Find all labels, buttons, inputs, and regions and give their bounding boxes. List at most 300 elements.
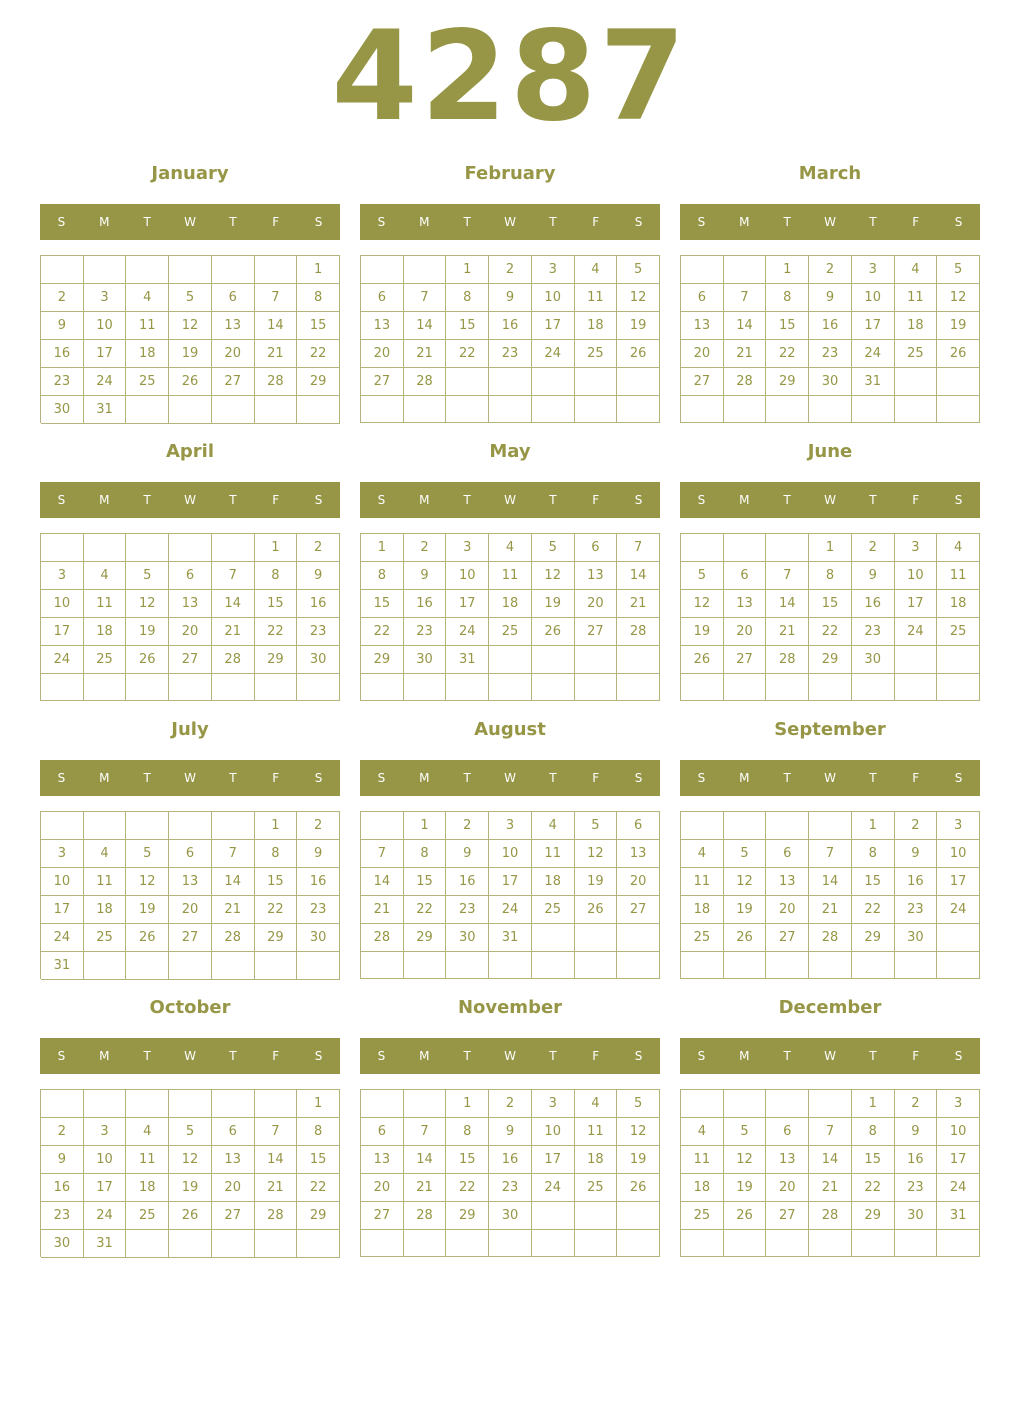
day-cell: 26 — [724, 1202, 767, 1230]
day-cell: 15 — [852, 868, 895, 896]
empty-cell — [361, 952, 404, 979]
day-grid — [360, 1089, 660, 1257]
weekday-label: S — [57, 771, 66, 785]
day-cell: 12 — [724, 1146, 767, 1174]
weekday-label: W — [184, 215, 196, 229]
day-cell: 11 — [84, 590, 127, 618]
day-cell: 7 — [404, 1118, 447, 1146]
day-cell: 21 — [724, 340, 767, 368]
day-grid — [40, 533, 340, 701]
day-cell: 3 — [532, 1090, 575, 1118]
day-cell: 8 — [255, 840, 298, 868]
day-cell: 23 — [809, 340, 852, 368]
empty-cell — [532, 924, 575, 952]
day-cell: 21 — [404, 340, 447, 368]
day-cell: 31 — [489, 924, 532, 952]
empty-cell — [212, 1090, 255, 1118]
day-cell: 21 — [361, 896, 404, 924]
day-cell: 25 — [84, 924, 127, 952]
day-cell: 10 — [41, 590, 84, 618]
empty-cell — [724, 256, 767, 284]
day-cell: 2 — [297, 534, 340, 562]
day-cell: 17 — [895, 590, 938, 618]
weekday-label: F — [592, 493, 600, 507]
empty-cell — [937, 368, 980, 396]
day-cell: 7 — [809, 1118, 852, 1146]
day-cell: 4 — [575, 256, 618, 284]
day-cell: 18 — [681, 896, 724, 924]
weekday-label: W — [824, 771, 836, 785]
weekday-label: T — [143, 771, 151, 785]
weekday-label: F — [592, 215, 600, 229]
day-cell: 16 — [489, 1146, 532, 1174]
weekday-header — [40, 760, 340, 796]
day-cell: 3 — [84, 284, 127, 312]
day-cell: 3 — [84, 1118, 127, 1146]
weekday-label: M — [419, 1049, 430, 1063]
empty-cell — [895, 674, 938, 701]
day-cell: 19 — [724, 896, 767, 924]
weekday-label: T — [783, 215, 791, 229]
day-cell: 15 — [809, 590, 852, 618]
day-cell: 7 — [255, 284, 298, 312]
day-cell: 5 — [937, 256, 980, 284]
empty-cell — [617, 924, 660, 952]
empty-cell — [895, 396, 938, 423]
weekday-label: S — [377, 493, 386, 507]
weekday-label: W — [504, 771, 516, 785]
day-cell: 17 — [84, 1174, 127, 1202]
weekday-label: M — [419, 771, 430, 785]
day-cell: 21 — [212, 618, 255, 646]
empty-cell — [809, 674, 852, 701]
day-cell: 4 — [489, 534, 532, 562]
empty-cell — [212, 396, 255, 424]
day-cell: 22 — [297, 1174, 340, 1202]
day-cell: 16 — [895, 868, 938, 896]
day-cell: 11 — [937, 562, 980, 590]
day-cell: 26 — [575, 896, 618, 924]
day-cell: 11 — [895, 284, 938, 312]
day-cell: 8 — [297, 1118, 340, 1146]
day-cell: 18 — [84, 618, 127, 646]
day-cell: 29 — [809, 646, 852, 674]
day-cell: 11 — [575, 1118, 618, 1146]
weekday-label: M — [419, 215, 430, 229]
day-cell: 22 — [852, 896, 895, 924]
day-cell: 5 — [681, 562, 724, 590]
empty-cell — [126, 534, 169, 562]
day-cell: 15 — [255, 590, 298, 618]
weekday-label: S — [954, 771, 963, 785]
empty-cell — [532, 674, 575, 701]
empty-cell — [724, 534, 767, 562]
weekday-label: F — [912, 1049, 920, 1063]
day-cell: 29 — [361, 646, 404, 674]
day-cell: 4 — [84, 840, 127, 868]
day-cell: 11 — [575, 284, 618, 312]
day-cell: 26 — [169, 1202, 212, 1230]
empty-cell — [212, 812, 255, 840]
weekday-label: F — [912, 493, 920, 507]
weekday-header — [360, 1038, 660, 1074]
weekday-label: T — [783, 1049, 791, 1063]
day-cell: 1 — [297, 1090, 340, 1118]
month-name: May — [489, 441, 531, 462]
day-cell: 9 — [297, 840, 340, 868]
day-cell: 16 — [895, 1146, 938, 1174]
empty-cell — [446, 368, 489, 396]
day-cell: 14 — [361, 868, 404, 896]
day-cell: 5 — [617, 1090, 660, 1118]
weekday-label: F — [272, 1049, 280, 1063]
year-title: 4287 — [331, 5, 689, 149]
empty-cell — [446, 1230, 489, 1257]
empty-cell — [766, 812, 809, 840]
day-cell: 10 — [489, 840, 532, 868]
empty-cell — [84, 1090, 127, 1118]
day-cell: 28 — [255, 1202, 298, 1230]
day-cell: 29 — [446, 1202, 489, 1230]
month-name: December — [778, 997, 882, 1018]
day-cell: 11 — [681, 1146, 724, 1174]
day-cell: 29 — [297, 368, 340, 396]
day-cell: 7 — [361, 840, 404, 868]
empty-cell — [766, 396, 809, 423]
empty-cell — [126, 256, 169, 284]
day-cell: 26 — [169, 368, 212, 396]
empty-cell — [361, 674, 404, 701]
empty-cell — [169, 534, 212, 562]
weekday-header — [680, 760, 980, 796]
day-cell: 8 — [255, 562, 298, 590]
day-cell: 19 — [937, 312, 980, 340]
empty-cell — [404, 256, 447, 284]
day-cell: 20 — [169, 618, 212, 646]
day-cell: 18 — [575, 312, 618, 340]
day-cell: 28 — [809, 1202, 852, 1230]
day-cell: 9 — [404, 562, 447, 590]
weekday-label: T — [229, 1049, 237, 1063]
empty-cell — [724, 674, 767, 701]
empty-cell — [937, 396, 980, 423]
day-cell: 12 — [617, 1118, 660, 1146]
weekday-label: W — [184, 1049, 196, 1063]
empty-cell — [766, 1230, 809, 1257]
day-cell: 23 — [297, 618, 340, 646]
empty-cell — [489, 952, 532, 979]
empty-cell — [361, 256, 404, 284]
weekday-label: T — [549, 1049, 557, 1063]
weekday-label: S — [954, 215, 963, 229]
weekday-label: S — [377, 771, 386, 785]
day-cell: 27 — [617, 896, 660, 924]
day-cell: 2 — [809, 256, 852, 284]
weekday-label: S — [954, 1049, 963, 1063]
day-cell: 27 — [212, 1202, 255, 1230]
day-cell: 16 — [41, 340, 84, 368]
day-cell: 30 — [809, 368, 852, 396]
day-cell: 16 — [297, 868, 340, 896]
weekday-label: S — [57, 1049, 66, 1063]
day-cell: 22 — [361, 618, 404, 646]
weekday-label: T — [869, 215, 877, 229]
weekday-label: W — [824, 493, 836, 507]
day-cell: 3 — [446, 534, 489, 562]
day-cell: 11 — [126, 1146, 169, 1174]
empty-cell — [297, 674, 340, 701]
weekday-label: T — [783, 493, 791, 507]
empty-cell — [489, 368, 532, 396]
day-cell: 10 — [532, 1118, 575, 1146]
day-cell: 15 — [766, 312, 809, 340]
empty-cell — [895, 952, 938, 979]
day-cell: 8 — [446, 284, 489, 312]
weekday-label: T — [143, 493, 151, 507]
weekday-label: S — [57, 493, 66, 507]
empty-cell — [169, 1090, 212, 1118]
day-cell: 13 — [169, 590, 212, 618]
day-cell: 21 — [766, 618, 809, 646]
day-cell: 16 — [446, 868, 489, 896]
day-cell: 25 — [84, 646, 127, 674]
empty-cell — [41, 674, 84, 701]
day-cell: 26 — [126, 646, 169, 674]
day-cell: 18 — [575, 1146, 618, 1174]
day-cell: 13 — [575, 562, 618, 590]
day-cell: 29 — [852, 924, 895, 952]
day-cell: 16 — [404, 590, 447, 618]
day-cell: 10 — [84, 1146, 127, 1174]
day-cell: 9 — [489, 284, 532, 312]
day-cell: 22 — [255, 896, 298, 924]
weekday-label: F — [272, 771, 280, 785]
empty-cell — [575, 952, 618, 979]
day-cell: 10 — [937, 1118, 980, 1146]
day-cell: 6 — [361, 1118, 404, 1146]
empty-cell — [126, 1230, 169, 1258]
day-cell: 31 — [41, 952, 84, 980]
empty-cell — [532, 368, 575, 396]
day-cell: 20 — [361, 1174, 404, 1202]
day-cell: 19 — [575, 868, 618, 896]
weekday-label: M — [99, 215, 110, 229]
day-cell: 3 — [532, 256, 575, 284]
empty-cell — [617, 674, 660, 701]
day-cell: 1 — [809, 534, 852, 562]
empty-cell — [575, 1230, 618, 1257]
day-cell: 25 — [126, 368, 169, 396]
day-cell: 17 — [84, 340, 127, 368]
month-name: January — [151, 163, 229, 184]
day-grid — [680, 533, 980, 701]
weekday-label: M — [99, 1049, 110, 1063]
empty-cell — [617, 368, 660, 396]
weekday-label: S — [377, 215, 386, 229]
empty-cell — [809, 396, 852, 423]
day-cell: 18 — [84, 896, 127, 924]
empty-cell — [84, 952, 127, 980]
day-cell: 30 — [852, 646, 895, 674]
day-cell: 10 — [41, 868, 84, 896]
day-cell: 12 — [126, 590, 169, 618]
day-cell: 2 — [41, 284, 84, 312]
day-cell: 4 — [681, 1118, 724, 1146]
empty-cell — [169, 256, 212, 284]
day-cell: 29 — [766, 368, 809, 396]
day-cell: 20 — [766, 1174, 809, 1202]
day-cell: 30 — [41, 396, 84, 424]
empty-cell — [895, 646, 938, 674]
empty-cell — [126, 952, 169, 980]
empty-cell — [532, 396, 575, 423]
day-cell: 6 — [724, 562, 767, 590]
day-cell: 25 — [681, 924, 724, 952]
day-cell: 5 — [575, 812, 618, 840]
day-cell: 23 — [41, 368, 84, 396]
day-cell: 21 — [255, 1174, 298, 1202]
day-cell: 31 — [84, 396, 127, 424]
weekday-header — [360, 482, 660, 518]
day-cell: 12 — [724, 868, 767, 896]
day-cell: 20 — [212, 340, 255, 368]
weekday-label: M — [739, 771, 750, 785]
empty-cell — [937, 1230, 980, 1257]
empty-cell — [404, 1090, 447, 1118]
day-cell: 6 — [617, 812, 660, 840]
empty-cell — [489, 396, 532, 423]
empty-cell — [404, 1230, 447, 1257]
day-cell: 22 — [446, 1174, 489, 1202]
day-cell: 14 — [809, 1146, 852, 1174]
day-cell: 25 — [895, 340, 938, 368]
day-cell: 5 — [169, 1118, 212, 1146]
empty-cell — [41, 812, 84, 840]
empty-cell — [169, 396, 212, 424]
day-cell: 9 — [297, 562, 340, 590]
day-cell: 4 — [84, 562, 127, 590]
day-cell: 5 — [169, 284, 212, 312]
day-cell: 2 — [41, 1118, 84, 1146]
day-cell: 2 — [404, 534, 447, 562]
day-cell: 9 — [852, 562, 895, 590]
day-cell: 13 — [681, 312, 724, 340]
weekday-label: S — [697, 1049, 706, 1063]
day-cell: 28 — [617, 618, 660, 646]
day-cell: 27 — [169, 646, 212, 674]
day-cell: 30 — [489, 1202, 532, 1230]
weekday-label: F — [912, 771, 920, 785]
empty-cell — [766, 534, 809, 562]
month-name: June — [807, 441, 853, 462]
day-cell: 20 — [617, 868, 660, 896]
weekday-label: M — [99, 493, 110, 507]
day-cell: 7 — [212, 562, 255, 590]
day-cell: 20 — [575, 590, 618, 618]
day-cell: 24 — [532, 1174, 575, 1202]
day-cell: 19 — [724, 1174, 767, 1202]
empty-cell — [809, 1090, 852, 1118]
empty-cell — [169, 952, 212, 980]
day-cell: 20 — [169, 896, 212, 924]
day-cell: 16 — [489, 312, 532, 340]
day-cell: 24 — [84, 1202, 127, 1230]
weekday-label: F — [592, 1049, 600, 1063]
day-cell: 17 — [446, 590, 489, 618]
day-cell: 12 — [126, 868, 169, 896]
day-cell: 6 — [212, 1118, 255, 1146]
day-cell: 17 — [532, 1146, 575, 1174]
day-cell: 24 — [84, 368, 127, 396]
day-cell: 21 — [255, 340, 298, 368]
day-cell: 17 — [41, 618, 84, 646]
day-cell: 24 — [41, 646, 84, 674]
day-cell: 12 — [169, 312, 212, 340]
empty-cell — [404, 674, 447, 701]
empty-cell — [169, 812, 212, 840]
weekday-label: W — [824, 215, 836, 229]
day-cell: 10 — [84, 312, 127, 340]
weekday-label: S — [697, 215, 706, 229]
empty-cell — [575, 924, 618, 952]
day-cell: 10 — [532, 284, 575, 312]
day-cell: 30 — [404, 646, 447, 674]
day-cell: 14 — [212, 868, 255, 896]
empty-cell — [446, 674, 489, 701]
empty-cell — [724, 1090, 767, 1118]
day-grid — [680, 255, 980, 423]
weekday-label: T — [463, 493, 471, 507]
day-cell: 13 — [617, 840, 660, 868]
day-cell: 14 — [724, 312, 767, 340]
day-cell: 7 — [212, 840, 255, 868]
day-cell: 2 — [489, 1090, 532, 1118]
day-cell: 25 — [489, 618, 532, 646]
empty-cell — [212, 256, 255, 284]
day-cell: 14 — [255, 312, 298, 340]
weekday-label: M — [419, 493, 430, 507]
empty-cell — [575, 674, 618, 701]
day-cell: 19 — [681, 618, 724, 646]
empty-cell — [489, 646, 532, 674]
weekday-label: S — [377, 1049, 386, 1063]
day-cell: 24 — [852, 340, 895, 368]
day-cell: 19 — [617, 312, 660, 340]
day-cell: 16 — [41, 1174, 84, 1202]
day-cell: 14 — [404, 1146, 447, 1174]
day-cell: 3 — [489, 812, 532, 840]
weekday-label: S — [634, 215, 643, 229]
day-cell: 6 — [169, 840, 212, 868]
weekday-label: S — [314, 215, 323, 229]
day-cell: 9 — [41, 1146, 84, 1174]
empty-cell — [852, 674, 895, 701]
empty-cell — [297, 396, 340, 424]
weekday-label: W — [504, 493, 516, 507]
day-cell: 22 — [297, 340, 340, 368]
day-cell: 28 — [212, 646, 255, 674]
weekday-label: T — [549, 215, 557, 229]
day-cell: 23 — [852, 618, 895, 646]
day-cell: 28 — [212, 924, 255, 952]
day-cell: 23 — [489, 1174, 532, 1202]
day-cell: 3 — [41, 840, 84, 868]
day-cell: 13 — [766, 868, 809, 896]
day-cell: 3 — [937, 1090, 980, 1118]
day-cell: 2 — [895, 1090, 938, 1118]
empty-cell — [361, 1230, 404, 1257]
day-cell: 30 — [895, 1202, 938, 1230]
